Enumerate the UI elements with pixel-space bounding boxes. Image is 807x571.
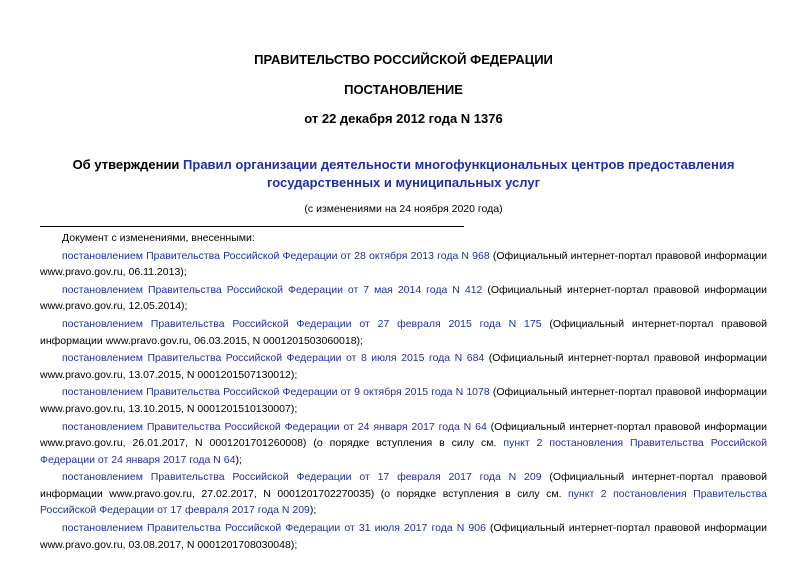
document-title xyxy=(40,156,767,192)
amendment-link[interactable]: постановлением Правительства Российской Федерации от 31 июля 2017 года N 906 xyxy=(62,522,486,534)
title-link[interactable]: Правил организации деятельности многофункциональных центров предоставления государственных и муниципальных услуг xyxy=(183,157,735,190)
amendment-link[interactable]: постановлением Правительства Российской Федерации от 17 февраля 2017 года N 209 xyxy=(62,471,542,484)
amendment-link[interactable]: постановлением Правительства Российской Федерации от 8 июля 2015 года N 684 xyxy=(62,352,485,365)
amendment-entry xyxy=(40,316,767,349)
amendment-note: (с изменениями на 24 ноября 2020 года) xyxy=(304,203,503,215)
document-type-heading: ПОСТАНОВЛЕНИЕ xyxy=(344,82,463,97)
amendment-entry xyxy=(40,350,767,383)
title-prefix: Об утверждении xyxy=(72,157,184,172)
government-heading: ПРАВИТЕЛЬСТВО РОССИЙСКОЙ ФЕДЕРАЦИИ xyxy=(254,52,553,67)
amendment-entry xyxy=(40,520,767,553)
amendment-link[interactable]: постановлением Правительства Российской Федерации от 27 февраля 2015 года N 175 xyxy=(62,318,542,331)
amendment-text: (Официальный интернет-портал правовой информации www.pravo.gov.ru, 03.08.2017, N 0001201708030048); xyxy=(40,522,768,551)
amendment-entry xyxy=(40,248,767,281)
amendment-link[interactable]: постановлением Правительства Российской Федерации от 9 октября 2015 года N 1078 xyxy=(62,386,490,399)
amendment-text: (Официальный интернет-портал правовой информации www.pravo.gov.ru, 12.05.2014); xyxy=(40,283,767,313)
amendment-entry xyxy=(40,282,767,315)
amendment-entry xyxy=(40,469,767,519)
amendment-text: (Официальный интернет-портал правовой информации www.pravo.gov.ru, 26.01.2017, N 0001201701260008) (о порядке вступления в силу см. xyxy=(40,420,767,450)
amendment-tail: ); xyxy=(235,453,242,466)
divider-rule xyxy=(40,226,464,227)
amendment-text: (Официальный интернет-портал правовой информации www.pravo.gov.ru, 27.02.2017, N 0001201702270035) (о порядке вступления в силу см. xyxy=(40,471,767,500)
amendment-entry xyxy=(40,384,767,417)
amendment-text: (Официальный интернет-портал правовой информации www.pravo.gov.ru, 13.07.2015, N 0001201507130012); xyxy=(40,352,767,381)
amendments-list xyxy=(40,230,767,553)
amendment-link[interactable]: постановлением Правительства Российской Федерации от 28 октября 2013 года N 968 xyxy=(62,249,490,262)
amendment-secondary-link[interactable]: пункт 2 постановления Правительства Российской Федерации от 24 января 2017 года N 64 xyxy=(40,437,767,466)
amendment-text: (Официальный интернет-портал правовой информации www.pravo.gov.ru, 13.10.2015, N 0001201510130007); xyxy=(40,386,767,415)
amendment-link[interactable]: постановлением Правительства Российской Федерации от 24 января 2017 года N 64 xyxy=(62,420,487,433)
amendment-text: (Официальный интернет-портал правовой информации www.pravo.gov.ru, 06.11.2013); xyxy=(40,249,767,279)
amendment-tail: ); xyxy=(309,504,317,517)
amendment-secondary-link[interactable]: пункт 2 постановления Правительства Российской Федерации от 17 февраля 2017 года N 209 xyxy=(40,487,767,517)
amendment-link[interactable]: постановлением Правительства Российской Федерации от 7 мая 2014 года N 412 xyxy=(62,283,483,296)
date-number-heading: от 22 декабря 2012 года N 1376 xyxy=(304,111,503,126)
amendment-entry xyxy=(40,419,767,469)
amendment-text: (Официальный интернет-портал правовой информации www.pravo.gov.ru, 06.03.2015, N 0001201503060018); xyxy=(40,318,767,347)
amendments-lead: Документ с изменениями, внесенными: xyxy=(62,232,255,244)
